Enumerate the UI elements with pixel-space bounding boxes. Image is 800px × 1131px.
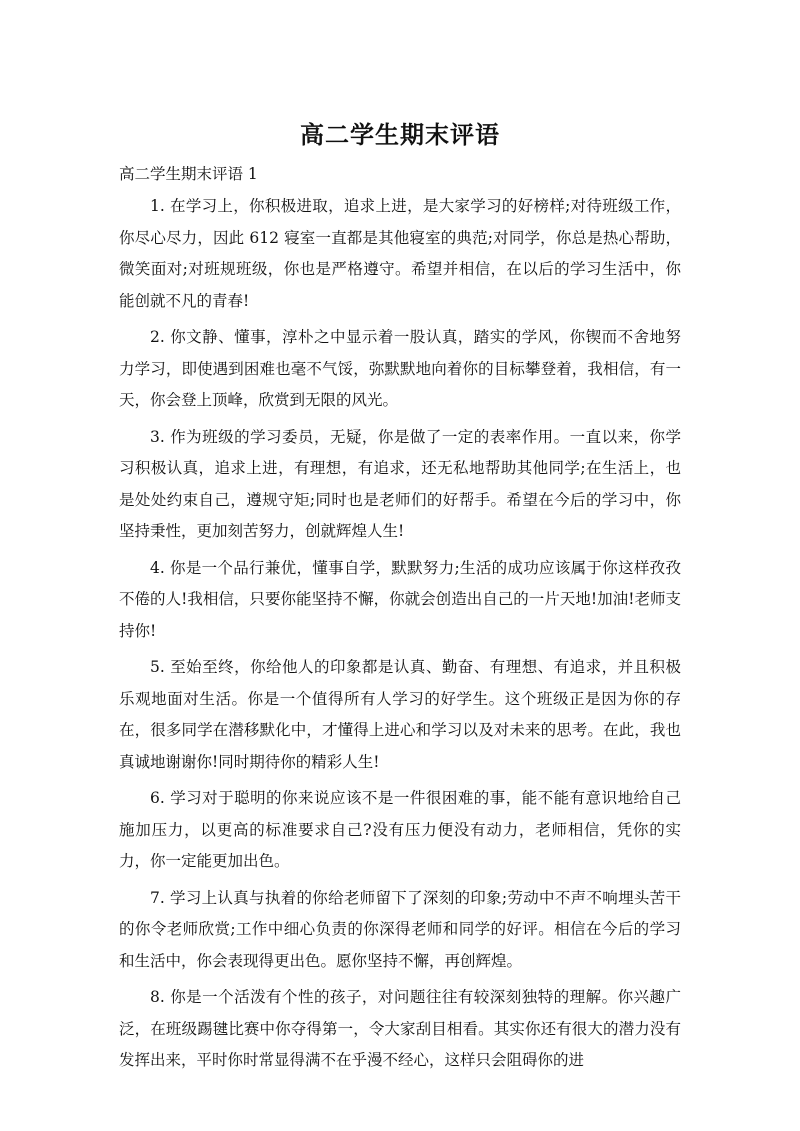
document-subtitle: 高二学生期末评语 1	[119, 165, 258, 183]
comment-paragraph-1: 1. 在学习上，你积极进取，追求上进，是大家学习的好榜样;对待班级工作，你尽心尽力，因此 612 寝室一直都是其他寝室的典范;对同学，你总是热心帮助，微笑面对;对班规班级，你也是严格遵守。希望并相信，在以后的学习生活中，你能创就不凡的青春!	[119, 197, 681, 310]
comment-paragraph-6: 6. 学习对于聪明的你来说应该不是一件很困难的事，能不能有意识地给自己施加压力，以更高的标准要求自己?没有压力便没有动力，老师相信，凭你的实力，你一定能更加出色。	[119, 789, 681, 870]
comment-paragraph-3: 3. 作为班级的学习委员，无疑，你是做了一定的表率作用。一直以来，你学习积极认真，追求上进，有理想，有追求，还无私地帮助其他同学;在生活上，也是处处约束自己，遵规守矩;同时也是老师们的好帮手。希望在今后的学习中，你坚持秉性，更加刻苦努力，创就辉煌人生!	[119, 427, 681, 540]
document-body	[119, 191, 681, 1082]
document-title: 高二学生期末评语	[300, 121, 500, 149]
comment-paragraph-8: 8. 你是一个活泼有个性的孩子，对问题往往有较深刻独特的理解。你兴趣广泛，在班级踢毽比赛中你夺得第一，令大家刮目相看。其实你还有很大的潜力没有发挥出来，平时你时常显得满不在乎漫不经心，这样只会阻碍你的进	[119, 988, 681, 1069]
comment-paragraph-5: 5. 至始至终，你给他人的印象都是认真、勤奋、有理想、有追求，并且积极乐观地面对生活。你是一个值得所有人学习的好学生。这个班级正是因为你的存在，很多同学在潜移默化中，才懂得上进心和学习以及对未来的思考。在此，我也真诚地谢谢你!同时期待你的精彩人生!	[119, 658, 681, 771]
comment-paragraph-4: 4. 你是一个品行兼优，懂事自学，默默努力;生活的成功应该属于你这样孜孜不倦的人!我相信，只要你能坚持不懈，你就会创造出自己的一片天地!加油!老师支持你!	[119, 558, 681, 640]
comment-paragraph-7: 7. 学习上认真与执着的你给老师留下了深刻的印象;劳动中不声不响埋头苦干的你令老师欣赏;工作中细心负责的你深得老师和同学的好评。相信在今后的学习和生活中，你会表现得更出色。愿你坚持不懈，再创辉煌。	[119, 888, 681, 970]
comment-paragraph-2: 2. 你文静、懂事，淳朴之中显示着一股认真，踏实的学风，你锲而不舍地努力学习，即使遇到困难也毫不气馁，弥默默地向着你的目标攀登着，我相信，有一天，你会登上顶峰，欣赏到无限的风光。	[119, 328, 681, 409]
